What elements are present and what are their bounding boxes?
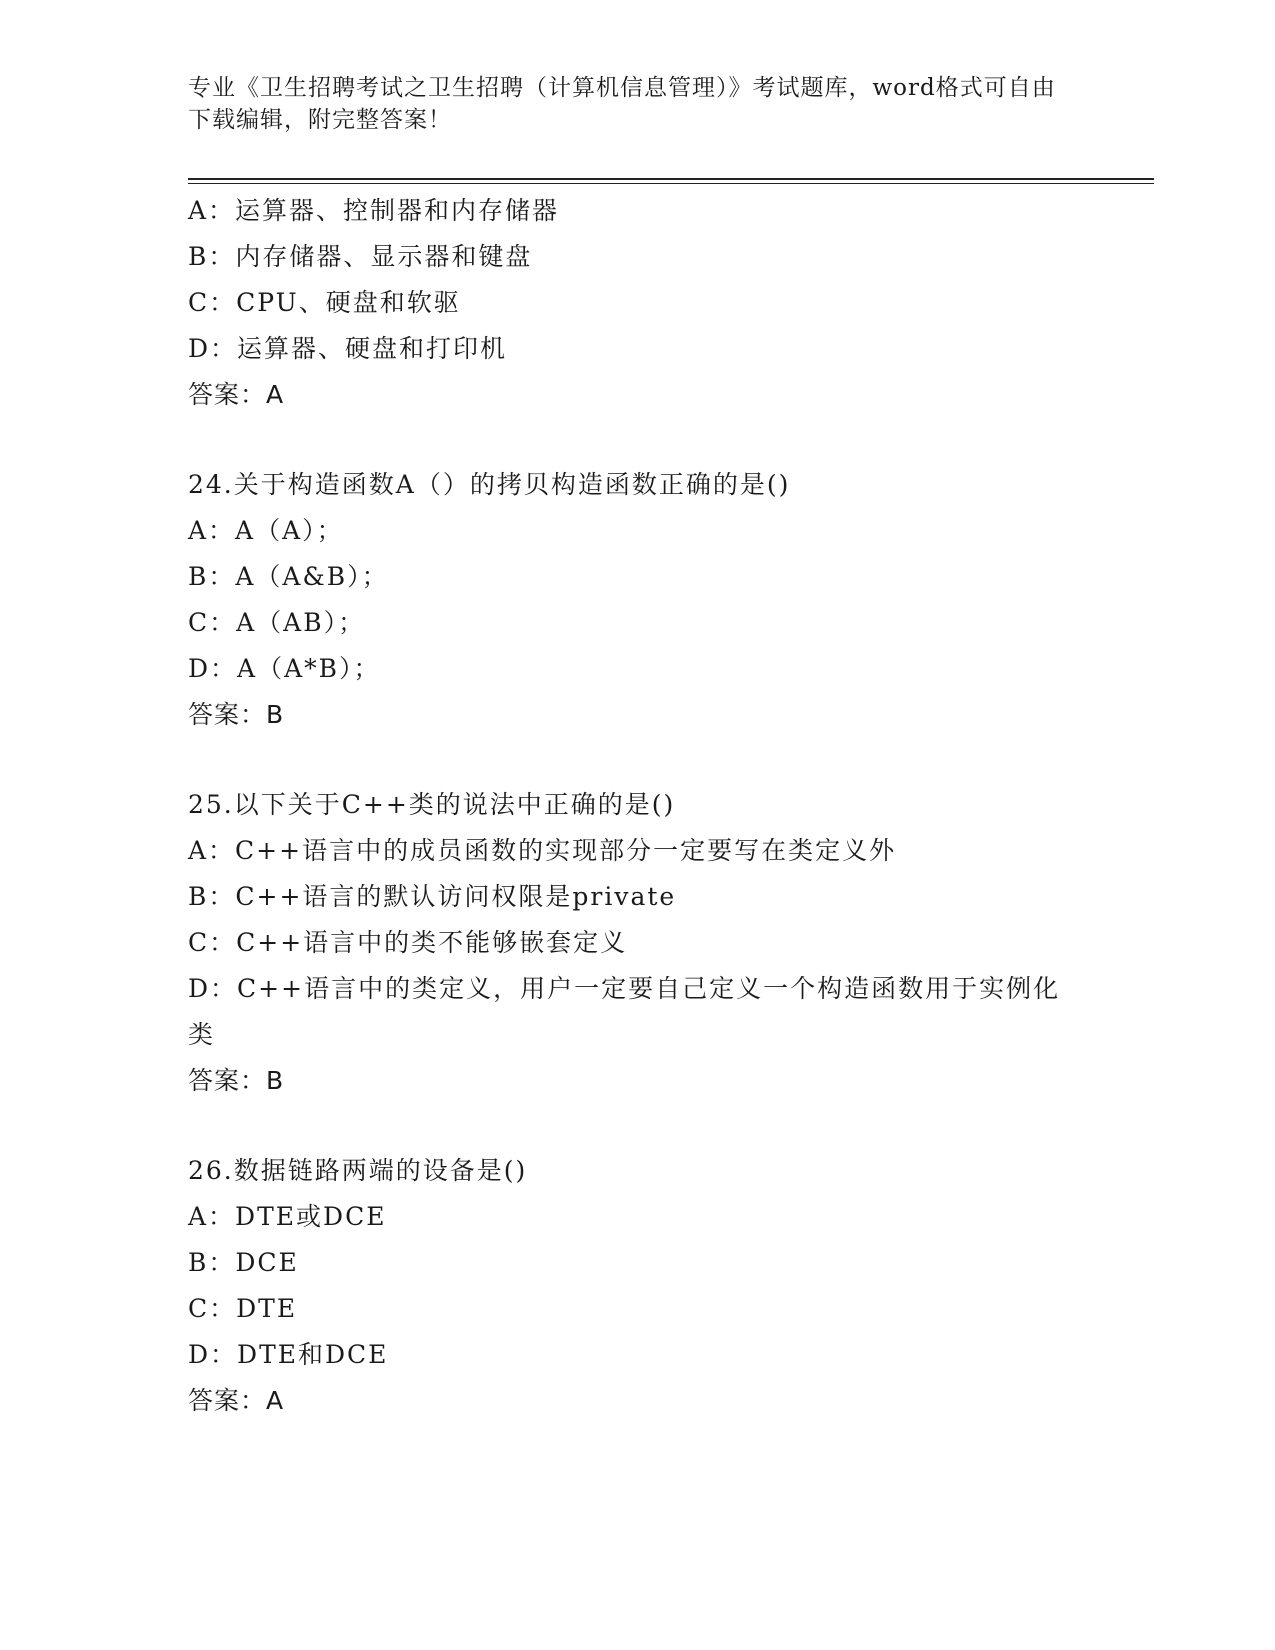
spacer [188,1104,1088,1148]
option-d: D：运算器、硬盘和打印机 [188,334,508,363]
option-b: B：内存储器、显示器和键盘 [188,242,533,271]
option-d: D：A（A*B）； [188,654,381,683]
answer-line: 答案：B [188,1066,285,1095]
option-a: A：运算器、控制器和内存储器 [188,196,560,225]
answer-line: 答案：A [188,380,285,409]
option-c: C：CPU、硬盘和软驱 [188,288,461,317]
question-title: 24.关于构造函数A（）的拷贝构造函数正确的是() [188,470,791,499]
answer-line: 答案：A [188,1386,285,1415]
option-d: D：DTE和DCE [188,1340,389,1369]
option-b: B：A（A&B）； [188,562,389,591]
header-divider [188,178,1154,180]
answer-line: 答案：B [188,700,285,729]
option-c: C：DTE [188,1294,298,1323]
document-header: 专业《卫生招聘考试之卫生招聘（计算机信息管理）》考试题库，word格式可自由下载编辑，附完整答案！ [188,75,1056,133]
question-23 [188,188,1088,418]
option-a: A：A（A）； [188,516,344,545]
spacer [188,418,1088,462]
option-c: C：C++语言中的类不能够嵌套定义 [188,928,628,957]
question-25 [188,782,1088,1104]
question-26 [188,1148,1088,1424]
question-title: 25.以下关于C++类的说法中正确的是() [188,790,676,819]
option-b: B：C++语言的默认访问权限是private [188,882,677,911]
question-title: 26.数据链路两端的设备是() [188,1156,528,1185]
header-divider-thin [188,183,1154,184]
option-d: D：C++语言中的类定义，用户一定要自己定义一个构造函数用于实例化类 [188,974,1061,1049]
question-list [188,188,1088,1424]
spacer [188,738,1088,782]
option-a: A：C++语言中的成员函数的实现部分一定要写在类定义外 [188,836,897,865]
option-c: C：A（AB）； [188,608,366,637]
option-a: A：DTE或DCE [188,1202,387,1231]
option-b: B：DCE [188,1248,299,1277]
question-24 [188,462,1088,738]
